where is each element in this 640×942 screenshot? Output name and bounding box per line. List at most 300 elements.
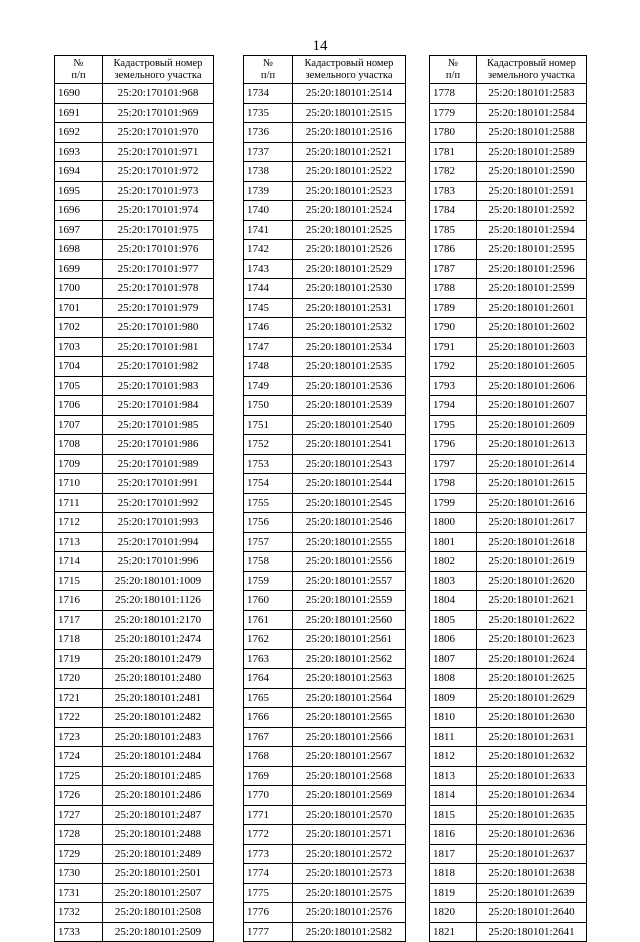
- row-number: 1761: [244, 610, 293, 630]
- cadastral-number: 25:20:180101:2559: [293, 591, 406, 611]
- row-number: 1749: [244, 376, 293, 396]
- cadastral-number: 25:20:170101:970: [103, 123, 214, 143]
- table-row: [430, 201, 587, 221]
- row-number: 1707: [55, 415, 103, 435]
- cadastral-number: 25:20:170101:986: [103, 435, 214, 455]
- row-number: 1814: [430, 786, 477, 806]
- row-number: 1756: [244, 513, 293, 533]
- table-row: [244, 240, 406, 260]
- table-header-row: [430, 56, 587, 84]
- table-row: [430, 142, 587, 162]
- cadastral-number: 25:20:180101:2602: [477, 318, 587, 338]
- table-row: [244, 552, 406, 572]
- row-number: 1690: [55, 84, 103, 104]
- row-number: 1692: [55, 123, 103, 143]
- table-row: [430, 513, 587, 533]
- cadastral-number: 25:20:180101:2592: [477, 201, 587, 221]
- cadastral-table-column-2: [243, 55, 406, 942]
- cadastral-number: 25:20:180101:2623: [477, 630, 587, 650]
- row-number: 1770: [244, 786, 293, 806]
- cadastral-number: 25:20:170101:981: [103, 337, 214, 357]
- row-number: 1773: [244, 844, 293, 864]
- cadastral-number: 25:20:180101:2619: [477, 552, 587, 572]
- row-number: 1720: [55, 669, 103, 689]
- cadastral-number: 25:20:180101:2589: [477, 142, 587, 162]
- table-row: [55, 727, 214, 747]
- row-number: 1726: [55, 786, 103, 806]
- row-number: 1755: [244, 493, 293, 513]
- table-row: [244, 396, 406, 416]
- row-number: 1709: [55, 454, 103, 474]
- table-row: [244, 922, 406, 942]
- row-number: 1753: [244, 454, 293, 474]
- cadastral-number: 25:20:180101:2523: [293, 181, 406, 201]
- cadastral-number: 25:20:180101:2483: [103, 727, 214, 747]
- row-number: 1697: [55, 220, 103, 240]
- table-row: [430, 649, 587, 669]
- row-number: 1796: [430, 435, 477, 455]
- table-row: [430, 591, 587, 611]
- cadastral-number: 25:20:180101:2570: [293, 805, 406, 825]
- row-number: 1767: [244, 727, 293, 747]
- cadastral-number: 25:20:170101:972: [103, 162, 214, 182]
- cadastral-number: 25:20:170101:979: [103, 298, 214, 318]
- cadastral-number: 25:20:170101:980: [103, 318, 214, 338]
- row-number: 1811: [430, 727, 477, 747]
- table-row: [55, 84, 214, 104]
- table-row: [244, 318, 406, 338]
- cadastral-number: 25:20:180101:2474: [103, 630, 214, 650]
- row-number: 1754: [244, 474, 293, 494]
- row-number: 1723: [55, 727, 103, 747]
- row-number: 1805: [430, 610, 477, 630]
- table-row: [430, 162, 587, 182]
- cadastral-number: 25:20:170101:992: [103, 493, 214, 513]
- row-number: 1790: [430, 318, 477, 338]
- table-row: [55, 630, 214, 650]
- table-row: [244, 649, 406, 669]
- table-row: [430, 708, 587, 728]
- cadastral-number: 25:20:180101:2522: [293, 162, 406, 182]
- table-row: [244, 279, 406, 299]
- header-num: № п/п: [430, 56, 477, 84]
- table-row: [244, 630, 406, 650]
- cadastral-number: 25:20:180101:2629: [477, 688, 587, 708]
- row-number: 1784: [430, 201, 477, 221]
- cadastral-number: 25:20:180101:2594: [477, 220, 587, 240]
- table-row: [430, 825, 587, 845]
- row-number: 1769: [244, 766, 293, 786]
- row-number: 1772: [244, 825, 293, 845]
- row-number: 1803: [430, 571, 477, 591]
- cadastral-number: 25:20:180101:2571: [293, 825, 406, 845]
- row-number: 1763: [244, 649, 293, 669]
- table-row: [430, 922, 587, 942]
- row-number: 1757: [244, 532, 293, 552]
- cadastral-number: 25:20:180101:2541: [293, 435, 406, 455]
- row-number: 1734: [244, 84, 293, 104]
- row-number: 1768: [244, 747, 293, 767]
- cadastral-number: 25:20:180101:2590: [477, 162, 587, 182]
- cadastral-number: 25:20:180101:2613: [477, 435, 587, 455]
- table-row: [55, 532, 214, 552]
- cadastral-number: 25:20:180101:2535: [293, 357, 406, 377]
- row-number: 1764: [244, 669, 293, 689]
- row-number: 1812: [430, 747, 477, 767]
- table-row: [55, 259, 214, 279]
- row-number: 1819: [430, 883, 477, 903]
- row-number: 1787: [430, 259, 477, 279]
- cadastral-number: 25:20:170101:994: [103, 532, 214, 552]
- row-number: 1791: [430, 337, 477, 357]
- cadastral-number: 25:20:170101:982: [103, 357, 214, 377]
- row-number: 1813: [430, 766, 477, 786]
- table-row: [55, 298, 214, 318]
- cadastral-number: 25:20:180101:2481: [103, 688, 214, 708]
- header-cadastral: Кадастровый номер земельного участка: [477, 56, 587, 84]
- row-number: 1786: [430, 240, 477, 260]
- row-number: 1729: [55, 844, 103, 864]
- cadastral-number: 25:20:180101:2605: [477, 357, 587, 377]
- row-number: 1810: [430, 708, 477, 728]
- row-number: 1719: [55, 649, 103, 669]
- row-number: 1760: [244, 591, 293, 611]
- table-row: [430, 279, 587, 299]
- cadastral-number: 25:20:180101:2596: [477, 259, 587, 279]
- row-number: 1737: [244, 142, 293, 162]
- cadastral-number: 25:20:170101:968: [103, 84, 214, 104]
- cadastral-number: 25:20:170101:983: [103, 376, 214, 396]
- row-number: 1739: [244, 181, 293, 201]
- cadastral-number: 25:20:180101:2624: [477, 649, 587, 669]
- row-number: 1724: [55, 747, 103, 767]
- table-row: [55, 903, 214, 923]
- row-number: 1785: [430, 220, 477, 240]
- row-number: 1817: [430, 844, 477, 864]
- row-number: 1780: [430, 123, 477, 143]
- cadastral-number: 25:20:180101:2521: [293, 142, 406, 162]
- table-row: [244, 883, 406, 903]
- cadastral-number: 25:20:180101:2545: [293, 493, 406, 513]
- table-row: [244, 454, 406, 474]
- cadastral-table-column-3: [429, 55, 587, 942]
- table-row: [55, 435, 214, 455]
- table-row: [244, 571, 406, 591]
- row-number: 1800: [430, 513, 477, 533]
- cadastral-number: 25:20:170101:971: [103, 142, 214, 162]
- cadastral-number: 25:20:180101:2488: [103, 825, 214, 845]
- table-row: [430, 181, 587, 201]
- cadastral-number: 25:20:180101:2480: [103, 669, 214, 689]
- row-number: 1820: [430, 903, 477, 923]
- cadastral-number: 25:20:180101:2482: [103, 708, 214, 728]
- table-row: [244, 591, 406, 611]
- cadastral-number: 25:20:180101:2607: [477, 396, 587, 416]
- row-number: 1722: [55, 708, 103, 728]
- table-row: [430, 610, 587, 630]
- table-row: [55, 786, 214, 806]
- table-row: [244, 84, 406, 104]
- cadastral-number: 25:20:180101:2556: [293, 552, 406, 572]
- table-row: [430, 688, 587, 708]
- cadastral-number: 25:20:180101:2639: [477, 883, 587, 903]
- cadastral-number: 25:20:180101:2575: [293, 883, 406, 903]
- table-row: [55, 142, 214, 162]
- row-number: 1741: [244, 220, 293, 240]
- row-number: 1808: [430, 669, 477, 689]
- row-number: 1738: [244, 162, 293, 182]
- row-number: 1747: [244, 337, 293, 357]
- cadastral-number: 25:20:180101:2576: [293, 903, 406, 923]
- row-number: 1762: [244, 630, 293, 650]
- table-row: [244, 610, 406, 630]
- row-number: 1693: [55, 142, 103, 162]
- cadastral-number: 25:20:180101:2479: [103, 649, 214, 669]
- table-row: [55, 747, 214, 767]
- row-number: 1801: [430, 532, 477, 552]
- table-row: [55, 103, 214, 123]
- row-number: 1732: [55, 903, 103, 923]
- table-row: [430, 259, 587, 279]
- cadastral-number: 25:20:180101:2616: [477, 493, 587, 513]
- table-row: [55, 162, 214, 182]
- table-row: [55, 318, 214, 338]
- table-row: [244, 493, 406, 513]
- table-row: [55, 220, 214, 240]
- cadastral-number: 25:20:180101:2557: [293, 571, 406, 591]
- row-number: 1727: [55, 805, 103, 825]
- cadastral-number: 25:20:180101:2508: [103, 903, 214, 923]
- cadastral-number: 25:20:180101:2588: [477, 123, 587, 143]
- cadastral-number: 25:20:180101:2486: [103, 786, 214, 806]
- table-row: [430, 727, 587, 747]
- cadastral-number: 25:20:180101:2170: [103, 610, 214, 630]
- cadastral-number: 25:20:180101:2617: [477, 513, 587, 533]
- table-row: [430, 903, 587, 923]
- cadastral-number: 25:20:180101:1009: [103, 571, 214, 591]
- cadastral-number: 25:20:180101:2609: [477, 415, 587, 435]
- cadastral-number: 25:20:180101:2560: [293, 610, 406, 630]
- table-row: [55, 688, 214, 708]
- table-row: [430, 240, 587, 260]
- table-row: [55, 396, 214, 416]
- cadastral-number: 25:20:180101:2540: [293, 415, 406, 435]
- cadastral-number: 25:20:180101:2565: [293, 708, 406, 728]
- table-row: [244, 688, 406, 708]
- cadastral-number: 25:20:170101:996: [103, 552, 214, 572]
- row-number: 1698: [55, 240, 103, 260]
- row-number: 1715: [55, 571, 103, 591]
- cadastral-number: 25:20:180101:2536: [293, 376, 406, 396]
- cadastral-number: 25:20:180101:2543: [293, 454, 406, 474]
- row-number: 1703: [55, 337, 103, 357]
- row-number: 1809: [430, 688, 477, 708]
- cadastral-number: 25:20:180101:2532: [293, 318, 406, 338]
- row-number: 1696: [55, 201, 103, 221]
- cadastral-number: 25:20:170101:969: [103, 103, 214, 123]
- table-row: [430, 844, 587, 864]
- row-number: 1733: [55, 922, 103, 942]
- table-row: [55, 591, 214, 611]
- table-header-row: [244, 56, 406, 84]
- cadastral-number: 25:20:170101:976: [103, 240, 214, 260]
- row-number: 1705: [55, 376, 103, 396]
- cadastral-number: 25:20:180101:2625: [477, 669, 587, 689]
- row-number: 1694: [55, 162, 103, 182]
- row-number: 1777: [244, 922, 293, 942]
- cadastral-number: 25:20:180101:2603: [477, 337, 587, 357]
- row-number: 1730: [55, 864, 103, 884]
- table-row: [430, 337, 587, 357]
- table-row: [244, 162, 406, 182]
- table-row: [430, 864, 587, 884]
- row-number: 1798: [430, 474, 477, 494]
- table-row: [55, 415, 214, 435]
- row-number: 1736: [244, 123, 293, 143]
- cadastral-number: 25:20:180101:2636: [477, 825, 587, 845]
- cadastral-number: 25:20:180101:2555: [293, 532, 406, 552]
- table-row: [430, 84, 587, 104]
- cadastral-number: 25:20:180101:2484: [103, 747, 214, 767]
- cadastral-table-column-1: [54, 55, 214, 942]
- row-number: 1793: [430, 376, 477, 396]
- table-row: [55, 649, 214, 669]
- cadastral-number: 25:20:180101:2630: [477, 708, 587, 728]
- row-number: 1717: [55, 610, 103, 630]
- row-number: 1718: [55, 630, 103, 650]
- cadastral-number: 25:20:180101:2563: [293, 669, 406, 689]
- cadastral-number: 25:20:180101:2572: [293, 844, 406, 864]
- row-number: 1804: [430, 591, 477, 611]
- cadastral-number: 25:20:180101:2564: [293, 688, 406, 708]
- row-number: 1789: [430, 298, 477, 318]
- table-row: [430, 571, 587, 591]
- table-row: [430, 747, 587, 767]
- table-row: [55, 883, 214, 903]
- cadastral-number: 25:20:180101:2599: [477, 279, 587, 299]
- table-row: [430, 474, 587, 494]
- table-row: [55, 357, 214, 377]
- table-row: [244, 435, 406, 455]
- cadastral-number: 25:20:170101:978: [103, 279, 214, 299]
- row-number: 1779: [430, 103, 477, 123]
- table-row: [55, 376, 214, 396]
- cadastral-number: 25:20:170101:993: [103, 513, 214, 533]
- table-row: [55, 571, 214, 591]
- cadastral-number: 25:20:180101:2567: [293, 747, 406, 767]
- cadastral-number: 25:20:170101:974: [103, 201, 214, 221]
- row-number: 1702: [55, 318, 103, 338]
- row-number: 1802: [430, 552, 477, 572]
- table-row: [55, 669, 214, 689]
- table-row: [244, 864, 406, 884]
- cadastral-number: 25:20:170101:989: [103, 454, 214, 474]
- table-row: [55, 610, 214, 630]
- cadastral-number: 25:20:180101:2562: [293, 649, 406, 669]
- table-row: [244, 376, 406, 396]
- table-row: [55, 766, 214, 786]
- row-number: 1708: [55, 435, 103, 455]
- cadastral-number: 25:20:180101:2634: [477, 786, 587, 806]
- cadastral-number: 25:20:180101:2638: [477, 864, 587, 884]
- cadastral-number: 25:20:180101:2583: [477, 84, 587, 104]
- row-number: 1745: [244, 298, 293, 318]
- table-row: [430, 298, 587, 318]
- cadastral-number: 25:20:180101:2507: [103, 883, 214, 903]
- cadastral-number: 25:20:180101:2635: [477, 805, 587, 825]
- row-number: 1781: [430, 142, 477, 162]
- table-row: [244, 844, 406, 864]
- row-number: 1704: [55, 357, 103, 377]
- row-number: 1759: [244, 571, 293, 591]
- row-number: 1746: [244, 318, 293, 338]
- table-row: [55, 708, 214, 728]
- row-number: 1816: [430, 825, 477, 845]
- table-row: [55, 454, 214, 474]
- row-number: 1713: [55, 532, 103, 552]
- table-row: [55, 825, 214, 845]
- table-row: [430, 766, 587, 786]
- row-number: 1795: [430, 415, 477, 435]
- cadastral-number: 25:20:180101:2544: [293, 474, 406, 494]
- table-row: [430, 454, 587, 474]
- table-row: [244, 708, 406, 728]
- row-number: 1706: [55, 396, 103, 416]
- row-number: 1743: [244, 259, 293, 279]
- cadastral-number: 25:20:180101:2641: [477, 922, 587, 942]
- table-row: [244, 142, 406, 162]
- row-number: 1797: [430, 454, 477, 474]
- table-row: [430, 220, 587, 240]
- table-row: [244, 337, 406, 357]
- row-number: 1818: [430, 864, 477, 884]
- page-number: 14: [312, 38, 328, 54]
- table-row: [244, 766, 406, 786]
- table-row: [430, 396, 587, 416]
- table-row: [430, 103, 587, 123]
- table-row: [55, 201, 214, 221]
- row-number: 1714: [55, 552, 103, 572]
- cadastral-number: 25:20:180101:2534: [293, 337, 406, 357]
- cadastral-number: 25:20:180101:2539: [293, 396, 406, 416]
- cadastral-number: 25:20:180101:2516: [293, 123, 406, 143]
- header-cadastral: Кадастровый номер земельного участка: [103, 56, 214, 84]
- table-row: [430, 357, 587, 377]
- table-row: [430, 435, 587, 455]
- cadastral-number: 25:20:180101:2487: [103, 805, 214, 825]
- row-number: 1716: [55, 591, 103, 611]
- cadastral-number: 25:20:180101:2637: [477, 844, 587, 864]
- row-number: 1712: [55, 513, 103, 533]
- cadastral-number: 25:20:180101:2614: [477, 454, 587, 474]
- cadastral-number: 25:20:180101:2515: [293, 103, 406, 123]
- table-row: [430, 376, 587, 396]
- cadastral-number: 25:20:180101:2529: [293, 259, 406, 279]
- cadastral-number: 25:20:170101:975: [103, 220, 214, 240]
- row-number: 1691: [55, 103, 103, 123]
- cadastral-number: 25:20:180101:2640: [477, 903, 587, 923]
- row-number: 1725: [55, 766, 103, 786]
- row-number: 1742: [244, 240, 293, 260]
- cadastral-number: 25:20:180101:1126: [103, 591, 214, 611]
- table-row: [55, 864, 214, 884]
- cadastral-number: 25:20:180101:2573: [293, 864, 406, 884]
- cadastral-number: 25:20:180101:2524: [293, 201, 406, 221]
- cadastral-number: 25:20:180101:2595: [477, 240, 587, 260]
- cadastral-number: 25:20:180101:2546: [293, 513, 406, 533]
- table-row: [244, 220, 406, 240]
- row-number: 1788: [430, 279, 477, 299]
